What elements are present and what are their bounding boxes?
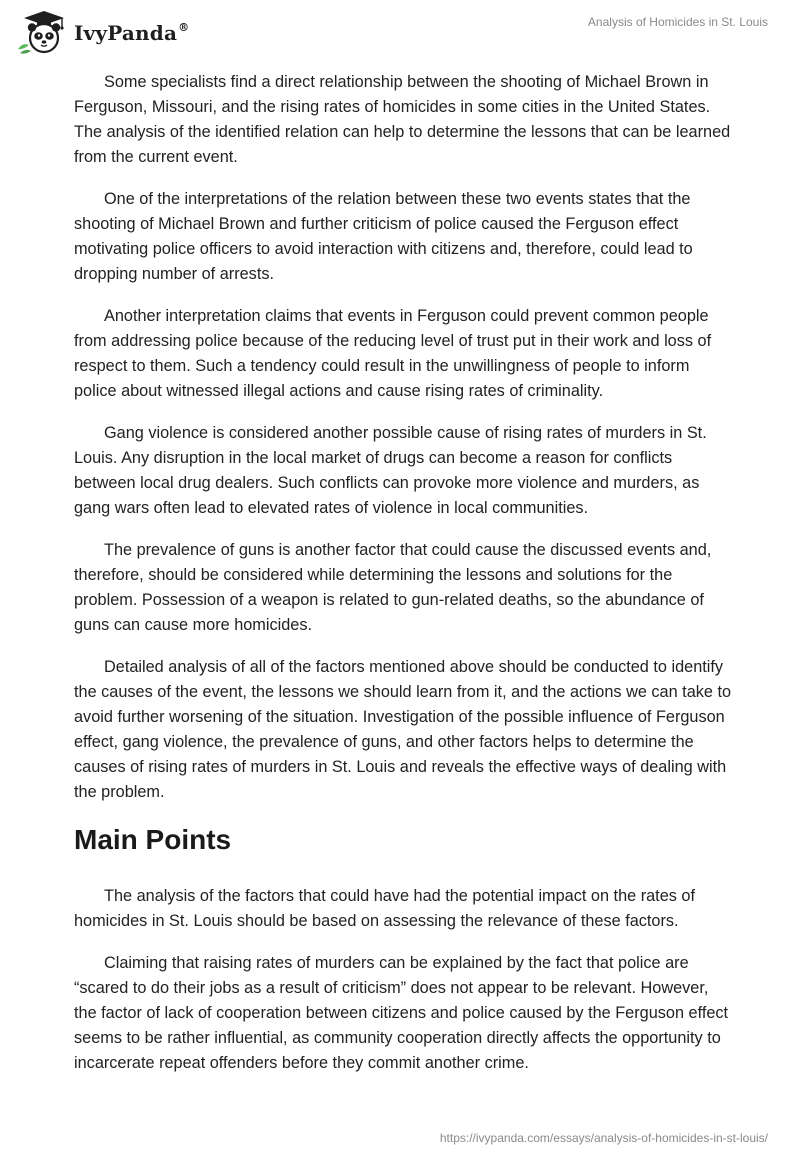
brand-logo[interactable] (14, 9, 189, 55)
panda-graduate-icon (14, 9, 72, 55)
document-title: Analysis of Homicides in St. Louis (587, 15, 768, 29)
paragraph: Claiming that raising rates of murders can be explained by the fact that police are “scared to do their jobs as a result of criticism” does not appear to be relevant. However, the factor of lack of cooperation between citizens and police caused by the Ferguson effect seems to be rather influential, as community cooperation directly affects the opportunity to incarcerate repeat offenders before they commit another crime. (74, 954, 729, 1072)
paragraph: Some specialists find a direct relationship between the shooting of Michael Brown in Ferguson, Missouri, and the rising rates of homicides in some cities in the United States. The analysis of the identified relation can help to determine the lessons that can be learned from the current event. (74, 73, 731, 166)
page-header (0, 0, 800, 60)
paragraph: The analysis of the factors that could have had the potential impact on the rates of homicides in St. Louis should be based on assessing the relevance of these factors. (74, 887, 696, 930)
paragraph: The prevalence of guns is another factor that could cause the discussed events and, therefore, should be considered while determining the lessons and solutions for the problem. Possession of a weapon is related to gun-related deaths, so the abundance of guns can cause more homicides. (74, 541, 712, 634)
trademark-symbol: ® (178, 21, 190, 34)
paragraph: Another interpretation claims that events in Ferguson could prevent common people from addressing police because of the reducing level of trust put in their work and loss of respect to them. Such a tendency could result in the unwillingness of people to inform police about witnessed illegal actions and cause rising rates of criminality. (74, 307, 712, 400)
section-heading: Main Points (74, 824, 232, 855)
paragraph: Gang violence is considered another possible cause of rising rates of murders in St. Louis. Any disruption in the local market of drugs can become a reason for conflicts between local drug dealers. Such conflicts can provoke more violence and murders, as gang wars often lead to elevated rates of violence in local communities. (74, 424, 707, 517)
source-url[interactable]: https://ivypanda.com/essays/analysis-of-homicides-in-st-louis/ (439, 1131, 768, 1145)
essay-body (74, 70, 734, 1093)
paragraph: One of the interpretations of the relation between these two events states that the shooting of Michael Brown and further criticism of police caused the Ferguson effect motivating police officers to avoid interaction with citizens and, therefore, could lead to dropping number of arrests. (74, 190, 693, 283)
brand-name: IvyPanda® (74, 21, 190, 45)
paragraph: Detailed analysis of all of the factors mentioned above should be conducted to identify the causes of the event, the lessons we should learn from it, and the actions we can take to avoid further worsening of the situation. Investigation of the possible influence of Ferguson effect, gang violence, the prevalence of guns, and other factors helps to determine the causes of rising rates of murders in St. Louis and reveals the effective ways of dealing with the problem. (74, 658, 732, 801)
